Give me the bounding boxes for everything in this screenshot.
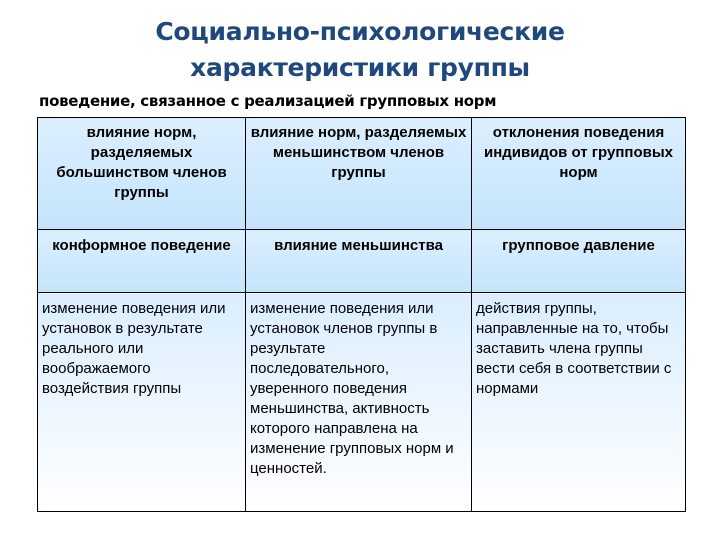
header-cell-majority: влияние норм, разделяемых большинством членов группы xyxy=(38,118,246,230)
slide-subtitle: поведение, связанное с реализацией групповых норм xyxy=(39,92,497,110)
header-cell-minority: влияние норм, разделяемых меньшинством членов группы xyxy=(246,118,472,230)
table-row-terms xyxy=(38,230,686,293)
table-row-headers xyxy=(38,118,686,230)
definition-cell-conformity: изменение поведения или установок в результате реального или воображаемого воздействия группы xyxy=(38,293,246,512)
slide-title: Социально-психологические характеристики группы xyxy=(155,17,565,82)
norms-table xyxy=(37,117,686,512)
term-cell-conformity: конформное поведение xyxy=(38,230,246,293)
term-cell-minority-influence: влияние меньшинства xyxy=(246,230,472,293)
header-cell-deviation: отклонения поведения индивидов от групповых норм xyxy=(472,118,686,230)
term-cell-group-pressure: групповое давление xyxy=(472,230,686,293)
definition-cell-group-pressure: действия группы, направленные на то, чтобы заставить члена группы вести себя в соответствии с нормами xyxy=(472,293,686,512)
table-row-definitions xyxy=(38,293,686,512)
definition-cell-minority-influence: изменение поведения или установок членов группы в результате последовательного, уверенного поведения меньшинства, активность которого направлена на изменение групповых норм и ценностей. xyxy=(246,293,472,512)
